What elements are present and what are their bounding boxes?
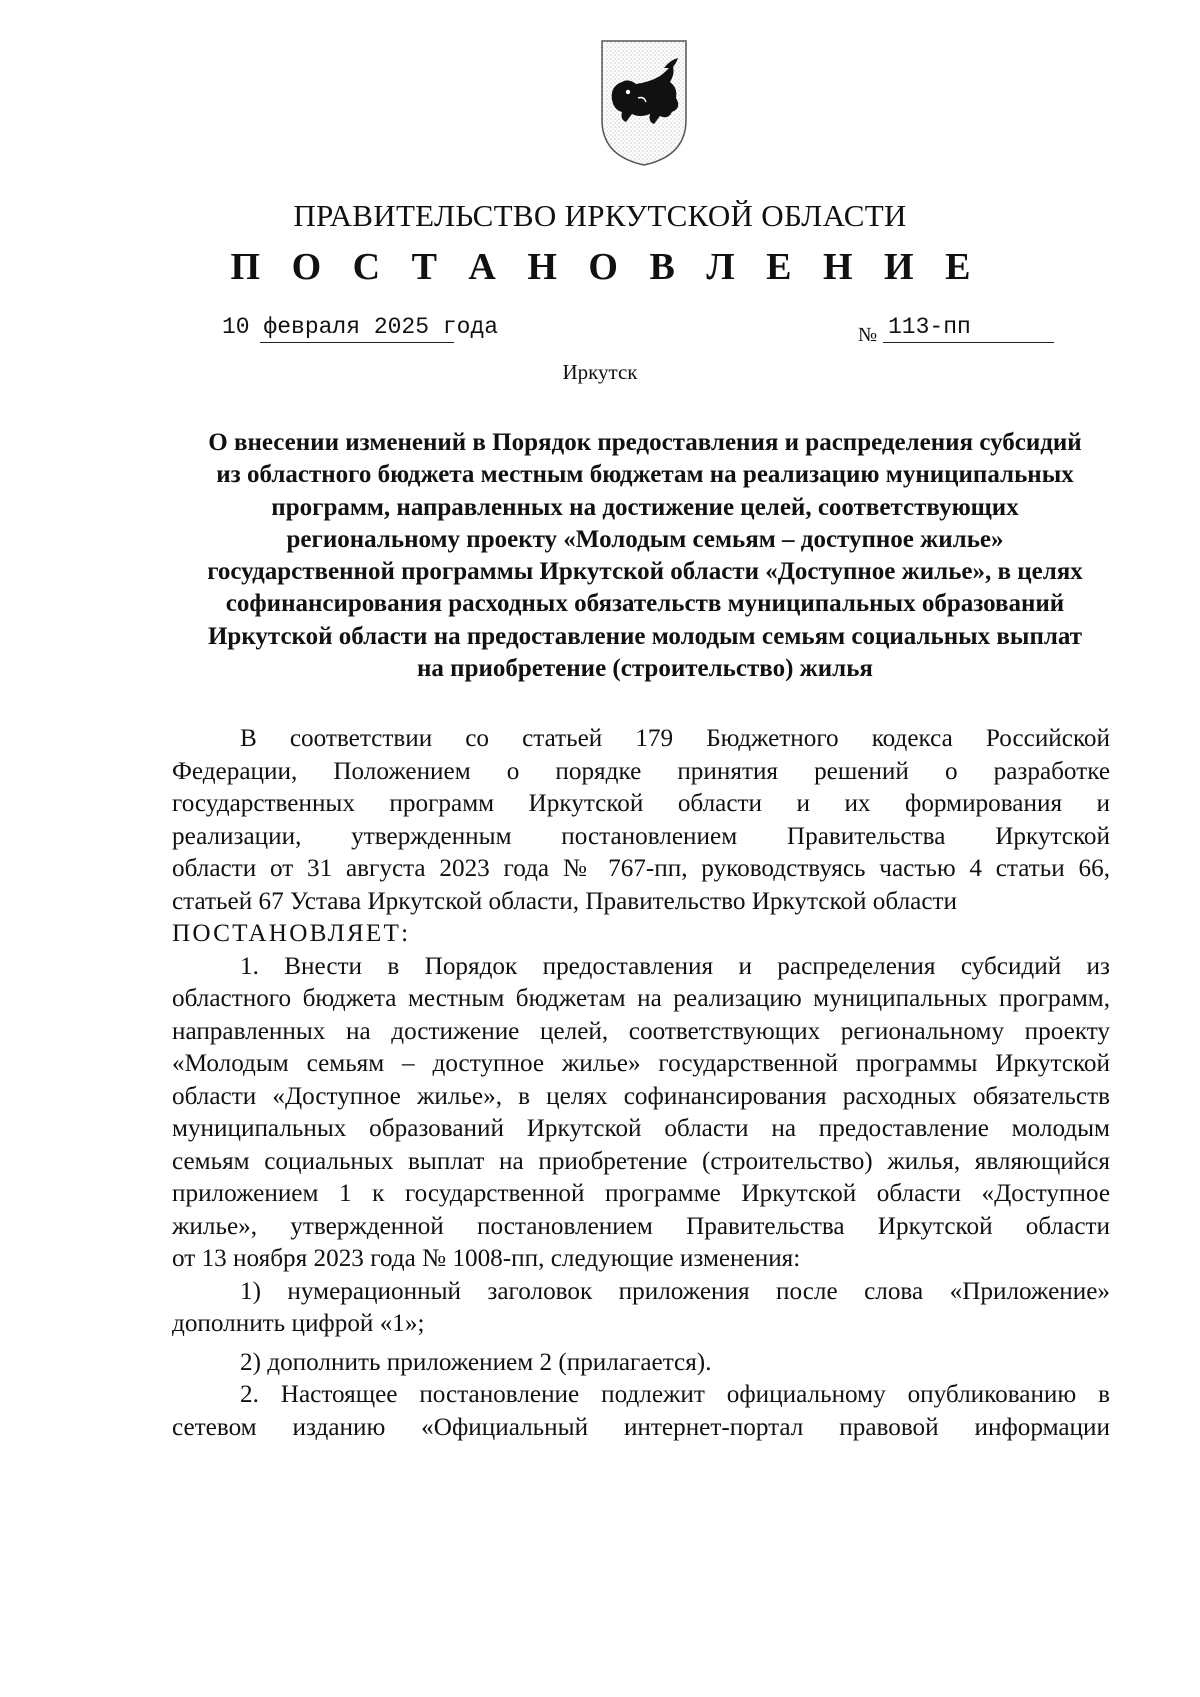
body-line: семьям социальных выплат на приобретение (строительство) жилья, являющийся [172, 1147, 1110, 1175]
body-line: В соответствии со статьей 179 Бюджетного кодекса Российской [240, 725, 1110, 752]
body-line: 2) дополнить приложением 2 (прилагается). [240, 1348, 712, 1376]
date-underline [260, 342, 454, 343]
document-date: 10 февраля 2025 года [222, 314, 499, 340]
document-city: Иркутск [562, 360, 638, 384]
number-sign: № [858, 324, 878, 346]
body-line: 1) нумерационный заголовок приложения после слова «Приложение» [240, 1277, 1110, 1305]
title-line: из областного бюджета местным бюджетам на реализацию муниципальных [216, 461, 1074, 489]
title-line: софинансирования расходных обязательств муниципальных образований [225, 590, 1065, 618]
document-title [170, 427, 1120, 685]
title-line: государственной программы Иркутской области «Доступное жилье», в целях [207, 558, 1083, 586]
body-line: Федерации, Положением о порядке принятия решений о разработке [172, 757, 1110, 785]
title-line: программ, направленных на достижение целей, соответствующих [271, 493, 1019, 521]
document-number: 113-пп [888, 314, 971, 340]
babr-emblem-icon [598, 38, 690, 168]
body-line: реализации, утвержденным постановлением Правительства Иркутской [172, 822, 1110, 850]
body-line: «Молодым семьям – доступное жилье» государственной программы Иркутской [172, 1050, 1110, 1077]
title-line: Иркутской области на предоставление молодым семьям социальных выплат [207, 622, 1083, 650]
body-line: областного бюджета местным бюджетам на реализацию муниципальных программ, [172, 985, 1110, 1012]
body-line: муниципальных образований Иркутской области на предоставление молодым [172, 1115, 1110, 1142]
coat-of-arms-icon [598, 38, 690, 168]
body-line: от 13 ноября 2023 года № 1008-пп, следующие изменения: [172, 1245, 801, 1272]
body-line: области от 31 августа 2023 года № 767-пп, руководствуясь частью 4 статьи 66, [172, 855, 1110, 882]
title-line: региональному проекту «Молодым семьям – доступное жилье» [286, 525, 1004, 553]
body-line: сетевом изданию «Официальный интернет-портал правовой информации [172, 1413, 1110, 1441]
body-line: статьей 67 Устава Иркутской области, Правительство Иркутской области [172, 887, 957, 915]
body-line: направленных на достижение целей, соответствующих региональному проекту [172, 1017, 1110, 1045]
body-line: приложением 1 к государственной программе Иркутской области «Доступное [172, 1180, 1110, 1207]
body-line: области «Доступное жилье», в целях софинансирования расходных обязательств [172, 1082, 1110, 1110]
number-underline [883, 342, 1054, 343]
body-line: 2. Настоящее постановление подлежит официальному опубликованию в [240, 1381, 1110, 1408]
body-line: ПОСТАНОВЛЯЕТ: [172, 920, 411, 947]
body-line: 1. Внести в Порядок предоставления и распределения субсидий из [240, 952, 1110, 980]
government-name: ПРАВИТЕЛЬСТВО ИРКУТСКОЙ ОБЛАСТИ [293, 198, 907, 233]
body-line: дополнить цифрой «1»; [172, 1310, 425, 1337]
body-line: государственных программ Иркутской области и их формирования и [172, 790, 1110, 817]
document-body [172, 723, 1110, 1444]
body-line: жилье», утвержденной постановлением Правительства Иркутской области [172, 1212, 1110, 1240]
title-line: О внесении изменений в Порядок предоставления и распределения субсидий [208, 429, 1082, 456]
document-type: П О С Т А Н О В Л Е Н И Е [230, 246, 982, 288]
title-line: на приобретение (строительство) жилья [417, 655, 873, 683]
